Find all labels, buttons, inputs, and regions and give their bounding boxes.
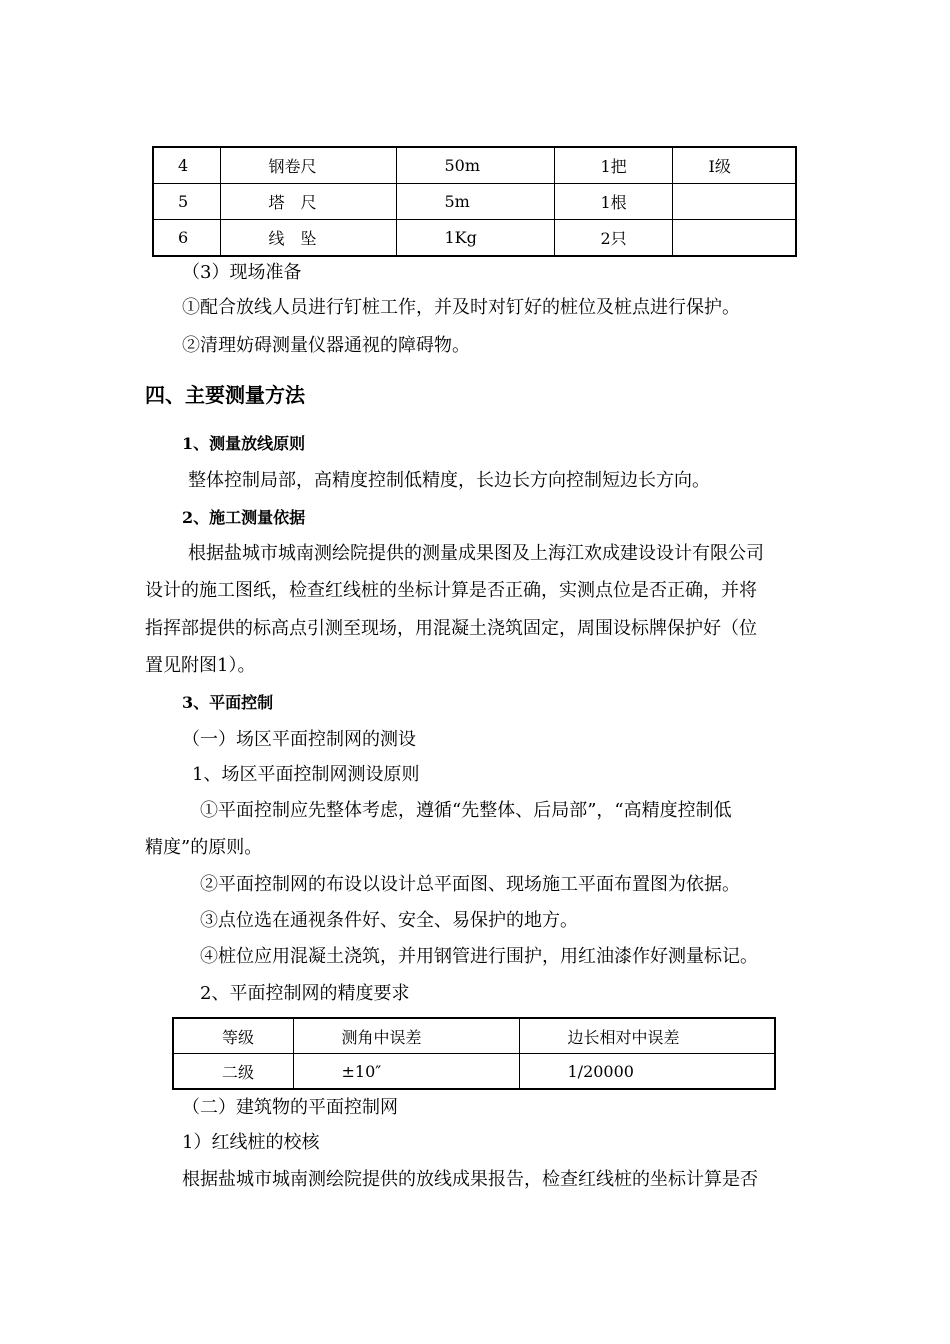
table-cell: ±10″ [293, 1054, 519, 1090]
table-row [153, 220, 796, 257]
sub-heading: （二）建筑物的平面控制网 [182, 1097, 398, 1118]
table-cell [672, 184, 796, 220]
table-cell: 二级 [173, 1054, 293, 1090]
paragraph: ②平面控制网的布设以设计总平面图、现场施工平面布置图为依据。 [200, 874, 740, 895]
paragraph-line: 设计的施工图纸，检查红线桩的坐标计算是否正确，实测点位是否正确，并将 [145, 580, 757, 601]
paragraph-line: 精度”的原则。 [145, 837, 263, 858]
table-cell [672, 220, 796, 257]
subsection-title: 2、施工测量依据 [182, 508, 306, 527]
table-cell: 5m [396, 184, 554, 220]
table-cell: 钢卷尺 [220, 147, 396, 184]
precision-table [172, 1017, 776, 1090]
section-title: 四、主要测量方法 [145, 383, 305, 407]
table-cell: 6 [153, 220, 220, 257]
subsection-title: 1、测量放线原则 [182, 434, 306, 453]
table-cell: 塔 尺 [220, 184, 396, 220]
paragraph-line: 根据盐城市城南测绘院提供的放线成果报告，检查红线桩的坐标计算是否 [182, 1169, 758, 1190]
table-cell: 4 [153, 147, 220, 184]
table-cell: 2只 [554, 220, 672, 257]
paragraph-line: 置见附图1）。 [145, 655, 256, 676]
sub-heading: （一）场区平面控制网的测设 [182, 729, 416, 750]
paragraph-line: 指挥部提供的标高点引测至现场，用混凝土浇筑固定，周围设标牌保护好（位 [145, 618, 757, 639]
sub-heading: 1、场区平面控制网测设原则 [192, 764, 420, 785]
table-row [173, 1054, 775, 1090]
site-prep-heading: （3）现场准备 [182, 262, 302, 283]
subsection-title: 3、平面控制 [182, 693, 274, 712]
table-header-cell: 等级 [173, 1018, 293, 1054]
table-cell: 5 [153, 184, 220, 220]
paragraph: 整体控制局部，高精度控制低精度，长边长方向控制短边长方向。 [188, 470, 710, 491]
tools-table [152, 146, 797, 257]
sub-heading: 2、平面控制网的精度要求 [200, 983, 410, 1004]
table-cell: 1/20000 [519, 1054, 775, 1090]
table-row [153, 147, 796, 184]
table-row [153, 184, 796, 220]
table-cell: 1根 [554, 184, 672, 220]
paragraph: ③点位选在通视条件好、安全、易保护的地方。 [200, 910, 578, 931]
paragraph: ④桩位应用混凝土浇筑，并用钢管进行围护，用红油漆作好测量标记。 [200, 946, 758, 967]
table-cell: 线 坠 [220, 220, 396, 257]
table-cell: 1把 [554, 147, 672, 184]
site-prep-item-1: ①配合放线人员进行钉桩工作，并及时对钉好的桩位及桩点进行保护。 [182, 297, 740, 318]
table-header-cell: 边长相对中误差 [519, 1018, 775, 1054]
paragraph-line: 根据盐城市城南测绘院提供的测量成果图及上海江欢成建设设计有限公司 [188, 543, 764, 564]
table-cell: 1Kg [396, 220, 554, 257]
sub-heading: 1）红线桩的校核 [182, 1132, 320, 1153]
table-header-cell: 测角中误差 [293, 1018, 519, 1054]
paragraph-line: ①平面控制应先整体考虑，遵循“先整体、后局部”，“高精度控制低 [200, 800, 732, 821]
table-header-row [173, 1018, 775, 1054]
site-prep-item-2: ②清理妨碍测量仪器通视的障碍物。 [182, 335, 470, 356]
table-cell: I级 [672, 147, 796, 184]
table-cell: 50m [396, 147, 554, 184]
